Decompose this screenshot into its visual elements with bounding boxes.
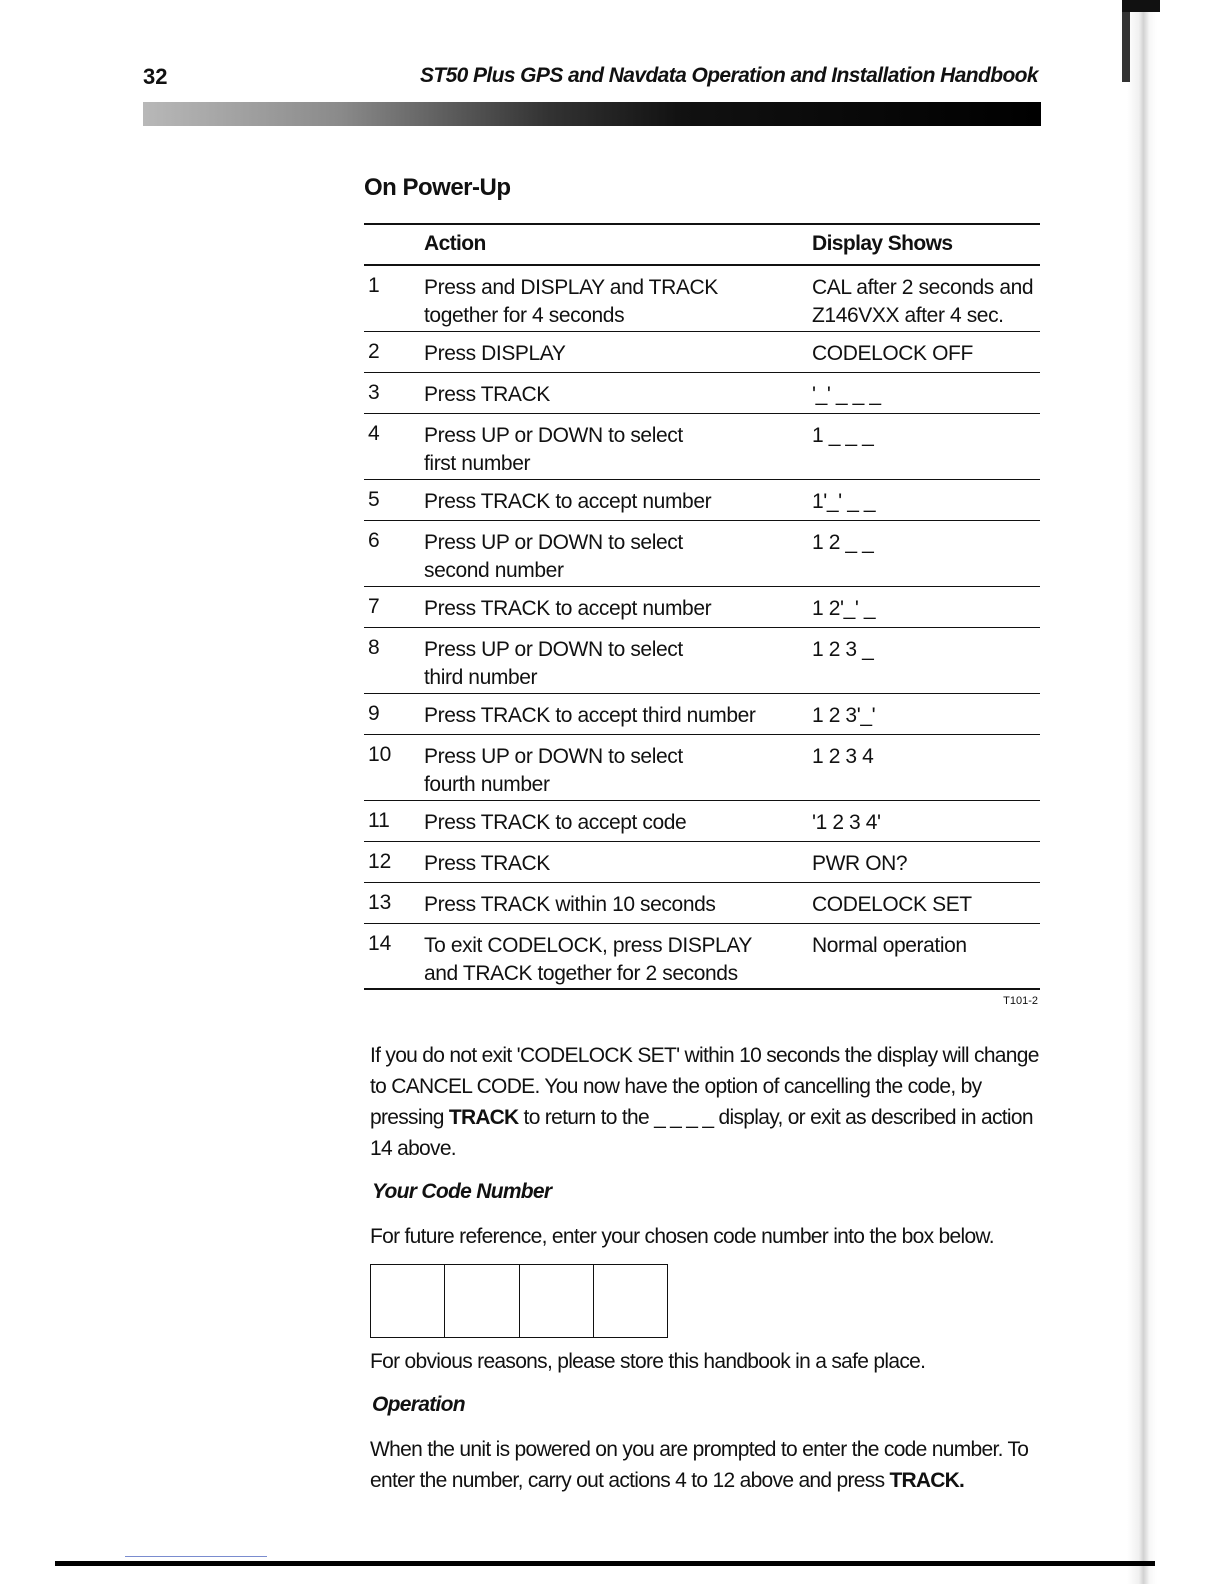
section-title: On Power-Up — [364, 174, 511, 201]
row-display — [812, 340, 973, 368]
scan-corner-mark — [1122, 0, 1160, 12]
table-row — [364, 842, 1040, 883]
row-number: 7 — [368, 595, 380, 618]
row-display-line: '_' _ _ _ — [812, 383, 881, 406]
row-display — [812, 932, 967, 960]
row-action — [424, 743, 683, 799]
row-display — [812, 850, 907, 878]
row-display-line: '1 2 3 4' — [812, 811, 881, 834]
row-action — [424, 274, 718, 330]
row-display-line: 1'_' _ _ — [812, 490, 876, 513]
row-display-line: 1 2 3 _ — [812, 638, 874, 661]
table-top-rule — [364, 223, 1040, 225]
table-row — [364, 521, 1040, 587]
row-display-line: Normal operation — [812, 934, 967, 957]
row-action-line: Press TRACK to accept number — [424, 597, 712, 620]
table-row — [364, 801, 1040, 842]
row-display-line: Z146VXX after 4 sec. — [812, 304, 1004, 327]
row-display-line: 1 2 3'_' — [812, 704, 876, 727]
row-action-line: Press TRACK to accept code — [424, 811, 687, 834]
table-reference: T101-2 — [1003, 995, 1038, 1007]
table-row — [364, 414, 1040, 480]
row-action-line: first number — [424, 452, 531, 475]
paragraph-safe-place: For obvious reasons, please store this handbook in a safe place. — [370, 1350, 926, 1373]
row-number: 3 — [368, 381, 380, 404]
table-row — [364, 735, 1040, 801]
row-display — [812, 702, 875, 730]
bottom-rule — [55, 1561, 1155, 1566]
row-display — [812, 636, 873, 664]
row-display — [812, 381, 881, 409]
row-action-line: To exit CODELOCK, press DISPLAY — [424, 934, 752, 957]
table-row — [364, 266, 1040, 332]
row-action — [424, 702, 756, 730]
row-display — [812, 595, 875, 623]
table-row — [364, 883, 1040, 924]
row-display — [812, 891, 972, 919]
table-row — [364, 628, 1040, 694]
row-action-line: Press TRACK to accept third number — [424, 704, 756, 727]
row-number: 1 — [368, 274, 380, 297]
code-digit-box-4 — [594, 1265, 667, 1337]
row-rule — [364, 988, 1040, 990]
code-digit-box-1 — [371, 1265, 445, 1337]
row-action — [424, 340, 565, 368]
row-number: 8 — [368, 636, 380, 659]
row-number: 9 — [368, 702, 380, 725]
row-action — [424, 932, 752, 988]
row-number: 2 — [368, 340, 380, 363]
row-number: 5 — [368, 488, 380, 511]
code-digit-box-2 — [445, 1265, 519, 1337]
row-action — [424, 381, 550, 409]
row-display-line: 1 2 3 4 — [812, 745, 874, 768]
row-display-line: CODELOCK SET — [812, 893, 972, 916]
code-number-box — [370, 1264, 668, 1338]
running-title: ST50 Plus GPS and Navdata Operation and Installation Handbook — [419, 64, 1038, 87]
scan-edge-shadow — [1127, 0, 1157, 1584]
paragraph-cancel-code-text-b: to return to the _ _ _ _ display, or exit as described in action 14 above. — [370, 1106, 1033, 1160]
row-display — [812, 274, 1033, 330]
row-action — [424, 850, 550, 878]
table-row — [364, 480, 1040, 521]
row-action-line: Press UP or DOWN to select — [424, 531, 683, 554]
row-action-line: fourth number — [424, 773, 550, 796]
row-display — [812, 488, 875, 516]
row-action-line: Press UP or DOWN to select — [424, 638, 683, 661]
row-display-line: 1 2 _ _ — [812, 531, 874, 554]
row-display-line: PWR ON? — [812, 852, 908, 875]
subhead-your-code-number: Your Code Number — [372, 1180, 552, 1203]
paragraph-cancel-code-text-a: If you do not exit 'CODELOCK SET' within 10 seconds the display will change to CANCEL CODE. You now have the option of cancelling the code, by pressing — [370, 1044, 1039, 1129]
paragraph-future-reference: For future reference, enter your chosen code number into the box below. — [370, 1225, 994, 1248]
bottom-blue-line — [125, 1556, 267, 1557]
row-action-line: second number — [424, 559, 564, 582]
row-action — [424, 529, 683, 585]
row-action-line: and TRACK together for 2 seconds — [424, 962, 738, 985]
row-number: 11 — [368, 809, 390, 832]
row-number: 4 — [368, 422, 380, 445]
row-display — [812, 809, 881, 837]
header-bar — [143, 102, 1041, 126]
row-action-line: third number — [424, 666, 538, 689]
row-action — [424, 809, 686, 837]
row-action-line: Press TRACK — [424, 383, 550, 406]
paragraph-cancel-code — [370, 1040, 1040, 1164]
row-action-line: Press UP or DOWN to select — [424, 745, 683, 768]
row-number: 6 — [368, 529, 380, 552]
page-number: 32 — [143, 64, 168, 89]
row-action — [424, 422, 683, 478]
row-display-line: CAL after 2 seconds and — [812, 276, 1034, 299]
table-row — [364, 373, 1040, 414]
column-header-display: Display Shows — [812, 232, 953, 255]
row-action — [424, 488, 711, 516]
scan-corner-mark-vertical — [1122, 12, 1130, 82]
paragraph-cancel-code-bold: TRACK — [448, 1106, 519, 1129]
row-action — [424, 636, 683, 692]
table-row — [364, 694, 1040, 735]
paragraph-operation-text: When the unit is powered on you are prompted to enter the code number. To enter the number, carry out actions 4 to 12 above and press — [370, 1438, 1029, 1492]
row-number: 13 — [368, 891, 392, 914]
row-action-line: Press TRACK — [424, 852, 550, 875]
row-action-line: Press TRACK within 10 seconds — [424, 893, 716, 916]
row-action-line: Press and DISPLAY and TRACK — [424, 276, 718, 299]
row-display-line: 1 2'_' _ — [812, 597, 876, 620]
column-header-action: Action — [424, 232, 486, 255]
row-action — [424, 891, 715, 919]
row-action — [424, 595, 711, 623]
table-row — [364, 587, 1040, 628]
row-number: 14 — [368, 932, 392, 955]
row-display-line: CODELOCK OFF — [812, 342, 973, 365]
row-action-line: together for 4 seconds — [424, 304, 625, 327]
row-display — [812, 422, 873, 450]
paragraph-operation-bold: TRACK. — [889, 1469, 965, 1492]
row-display — [812, 529, 873, 557]
row-number: 10 — [368, 743, 392, 766]
table-row — [364, 332, 1040, 373]
paragraph-operation — [370, 1434, 1040, 1496]
row-display-line: 1 _ _ _ — [812, 424, 874, 447]
row-action-line: Press TRACK to accept number — [424, 490, 712, 513]
row-action-line: Press UP or DOWN to select — [424, 424, 683, 447]
subhead-operation: Operation — [372, 1393, 465, 1416]
code-digit-box-3 — [520, 1265, 594, 1337]
row-number: 12 — [368, 850, 392, 873]
row-display — [812, 743, 873, 771]
row-action-line: Press DISPLAY — [424, 342, 566, 365]
table-row — [364, 924, 1040, 990]
